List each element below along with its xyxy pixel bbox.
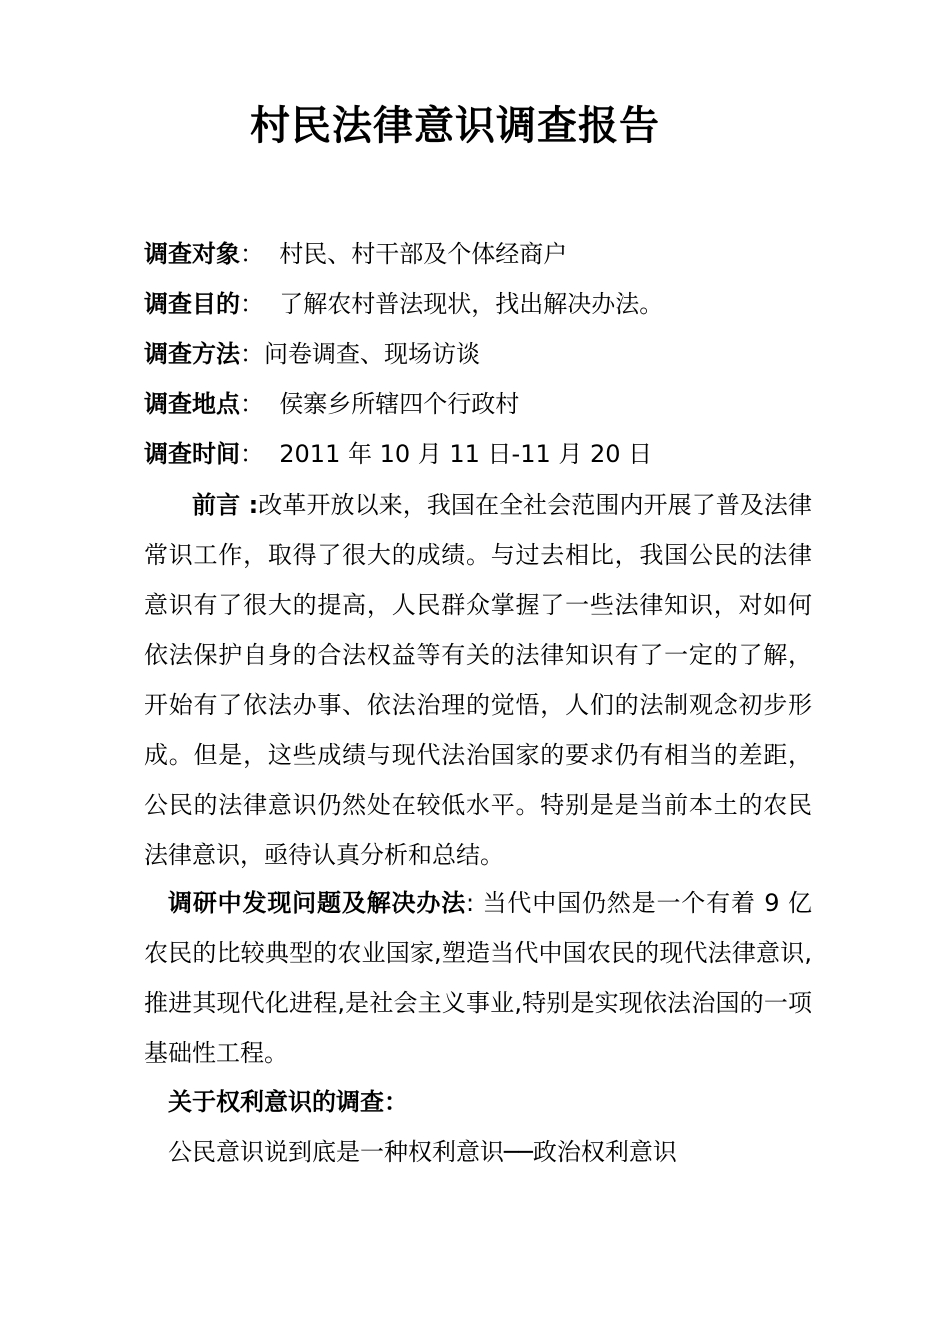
findings-text: : 当代中国仍然是一个有着 9 亿农民的比较典型的农业国家,塑造当代中国农民的现代法律意识,推进其现代化进程,是社会主义事业,特别是实现依法治国的一项基础性工程。 [144,889,812,1067]
meta-key: 调查目的 [144,290,240,318]
meta-row-subject [144,236,824,272]
preface-text: 改革开放以来，我国在全社会范围内开展了普及法律常识工作，取得了很大的成绩。与过去相比，我国公民的法律意识有了很大的提高，人民群众掌握了一些法律知识，对如何依法保护自身的合法权益等有关的法律知识有了一定的了解，开始有了依法办事、依法治理的觉悟，人们的法制观念初步形成。但是，这些成绩与现代法治国家的要求仍有相当的差距，公民的法律意识仍然处在较低水平。特别是是当前本土的农民法律意识，亟待认真分析和总结。 [144,491,813,869]
findings-lead: 调研中发现问题及解决办法 [168,889,467,917]
meta-key: 调查地点 [144,390,240,418]
meta-row-method [144,336,824,372]
meta-sep: ： [240,240,264,268]
meta-value: 了解农村普法现状，找出解决办法。 [264,290,664,318]
meta-row-location [144,386,824,422]
meta-sep: ： [240,390,264,418]
meta-value: 村民、村干部及个体经商户 [264,240,568,268]
meta-row-time [144,436,824,472]
meta-sep: ： [240,340,264,368]
preface-paragraph [144,480,812,880]
findings-paragraph [144,878,812,1078]
rights-text: 公民意识说到底是一种权利意识──政治权利意识 [168,1138,677,1166]
meta-value: 2011 年 10 月 11 日-11 月 20 日 [264,440,653,468]
meta-sep: ： [240,440,264,468]
meta-value: 侯寨乡所辖四个行政村 [264,390,520,418]
meta-key: 调查对象 [144,240,240,268]
meta-value: 问卷调查、现场访谈 [264,340,480,368]
preface-lead: 前言 : [192,491,259,519]
rights-heading: 关于权利意识的调查： [168,1088,408,1116]
meta-key: 调查方法 [144,340,240,368]
document-title: 村民法律意识调查报告 [250,103,660,149]
meta-key: 调查时间 [144,440,240,468]
meta-sep: ： [240,290,264,318]
meta-row-purpose [144,286,824,322]
